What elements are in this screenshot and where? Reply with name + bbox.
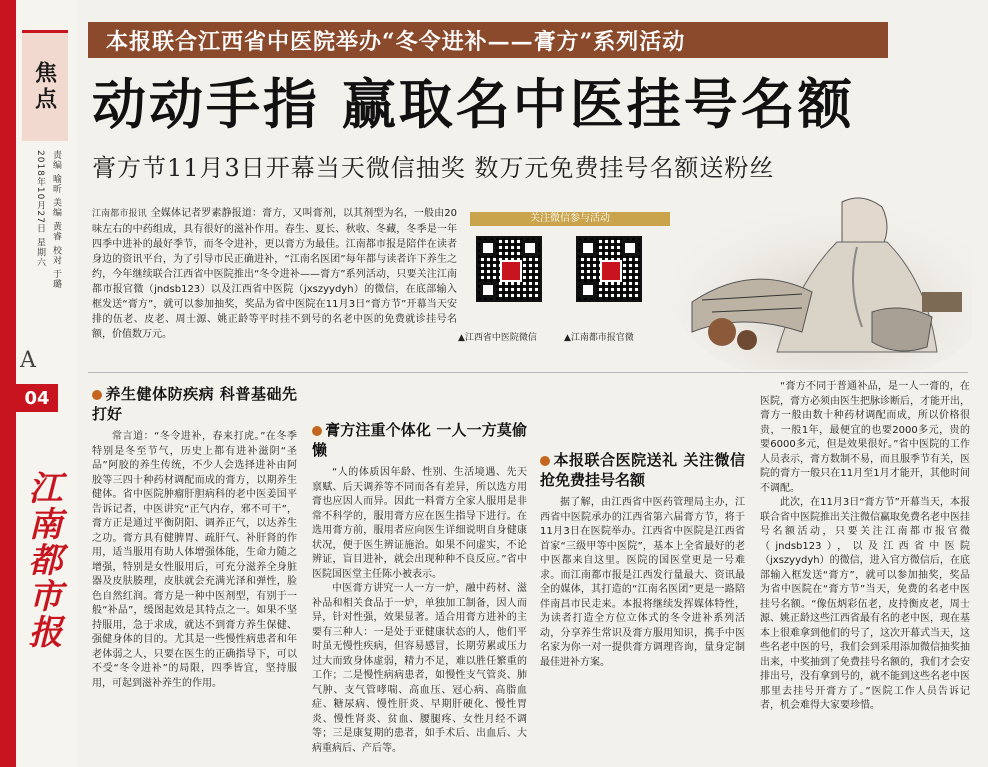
lead-paragraph bbox=[92, 206, 457, 342]
article-paragraph: “膏方不同于普通补品，是一人一膏的，在医院，膏方必须由医生把脉诊断后，才能开出，膏方一般由数十种药材调配而成，所以价格很贵，一般1年，最便宜的也要2000多元，贵的要6000多元，但是效果很好。”省中医院的工作人员表示，膏方数制不易，而且服季节有关，医院的膏方一般只在11月至1月才能开，其他时间不调配。 bbox=[760, 381, 970, 494]
page-number: 04 bbox=[16, 384, 58, 412]
issue-date: 2018年10月27日 星期六 bbox=[35, 150, 45, 268]
section-label-box bbox=[22, 30, 68, 141]
qr-code-icon[interactable] bbox=[576, 236, 642, 302]
qr-finder-icon bbox=[580, 282, 596, 298]
qr-finder-icon bbox=[580, 240, 596, 256]
qr-finder-icon bbox=[480, 282, 496, 298]
editor-credits: 责编 喻昕 美编 黄睿 校对 于璐 bbox=[51, 150, 61, 290]
main-headline: 动动手指 赢取名中医挂号名额 bbox=[92, 73, 855, 136]
article-column-1 bbox=[92, 380, 297, 691]
table-edge bbox=[922, 292, 962, 312]
medicine-jar bbox=[872, 308, 932, 351]
dot-bullet-icon bbox=[540, 456, 550, 466]
herb-bowl bbox=[737, 330, 757, 350]
herb-bowl bbox=[708, 318, 736, 346]
dateline: 江南都市报讯 bbox=[92, 209, 147, 219]
paper-name: 江南都市报 bbox=[22, 470, 62, 650]
dot-bullet-icon bbox=[92, 390, 102, 400]
sub-headline: 膏方节11月3日开幕当天微信抽奖 数万元免费挂号名额送粉丝 bbox=[92, 154, 775, 182]
article-paragraph: 此次，在11月3日“膏方节”开幕当天，本报联合省中医院推出关注微信赢取免费名老中医挂号名额活动，只要关注江南都市报官微（jndsb123），以及江西省中医院（jxszyydyh）的微信，进入官方微信后，在底部输入框发送“膏方”，就可以参加抽奖，奖品为省中医院在“膏方节”当天，免费的名老中医挂号名额。“像伍炳彩伍老，皮持衡皮老，周士源、姚正龄这些江西省最有名的老中医，现在基本上很难拿到他们的号了，这次开幕式当天，这些名老中医的号，我们会到采用添加微信抽奖抽出来，中奖抽到了免费挂号名额的，我们才会安排出号，没有拿到号的，就不能到这些名老中医那里去挂号开膏方了。”医院工作人员告诉记者，机会难得大家要珍惜。 bbox=[760, 497, 970, 711]
section-divider bbox=[88, 372, 968, 373]
qr-caption-paper: ▲江南都市报官微 bbox=[564, 333, 634, 343]
ink-painting-illustration bbox=[672, 182, 972, 370]
lead-text: 全媒体记者罗素静报道：膏方，又叫膏剂，以其剂型为名，一般由20味左右的中药组成，具有很好的滋补作用。春生、夏长、秋收、冬藏，冬季是一年四季中进补的最好季节，而冬令进补，更以膏方为最佳。江南都市报是陪伴在读者身边的资讯平台，为了引导市民正确进补，“江南名医团”每年都与读者许下养生之约，今年继续联合江西省中医院推出“冬令进补——膏方”系列活动，只要关注江南都市报官微（jndsb123）以及江西省中医院（jxszyydyh）的微信，在底部输入框发送“膏方”，就可以参加抽奖，奖品为省中医院在11月3日“膏方节”开幕当天安排的伍老、皮老、周士源、姚正龄等平时挂不到号的名老中医的免费就诊挂号名额，价值数万元。 bbox=[92, 208, 457, 340]
article-paragraph: 中医膏方讲究一人一方一炉，融中药材、滋补品和相关食品于一炉，单独加工制备，因人而异，针对性强，效果显著。适合用膏方进补的主要有三种人：一是处于亚健康状态的人，他们平时虽无慢性疾病，但容易感冒，长期劳累或压力过大而致身体虚弱，精力不足，难以胜任繁重的工作；二是慢性病病患者，如慢性支气管炎、肺气肿、支气管哮喘、高血压、冠心病、高脂血症、糖尿病、慢性肝炎、早期肝硬化、慢性胃炎、慢性肾炎、贫血、腰腿疼、女性月经不调等；三是康复期的患者，如手术后、出血后、大病重病后、产后等。 bbox=[312, 583, 527, 754]
left-red-bar bbox=[0, 0, 16, 767]
article-column-3 bbox=[540, 380, 745, 670]
article-paragraph: “人的体质因年龄、性别、生活境遇、先天禀赋、后天调养等不同而各有差异，所以选方用膏也应因人而异。因此一料膏方全家人服用是非常不科学的，服用膏方应在医生指导下进行。在选用膏方前，服用者应向医生详细说明自身健康状况，便于医生辨证施治。如果不问虚实，不论辨证，盲目进补，就会出现种种不良反应。”省中医院国医堂主任陈小被表示。 bbox=[312, 467, 527, 580]
qr-finder-icon bbox=[622, 240, 638, 256]
paper-logo-icon bbox=[600, 260, 622, 282]
article-paragraph: 常言道：“冬令进补，春来打虎。”在冬季特别是冬至节气，历史上都有进补滋阴“圣品”阿胶的养生传统，不少人会选择进补由阿胶等三四十种药材调配而成的膏方，以期养生健体。省中医院肿瘤肝胆病科的老中医姜国平告诉记者，中医讲究“正气内存，邪不可干”，膏方正是通过平衡阴阳、调养正气，以达养生之功。膏方具有健脾胃、疏肝气、补肝肾的作用，适当服用有助人体增强体能，生命力随之增强，特别是女性服用后，可充分滋养全身脏器及皮肤腠理，皮肤就会充满光泽和弹性，脸色自然红润。膏方是一种中医剂型，有别于一般“补品”，缓图起效是其特点之一。如果不坚持服用，急于求成，就达不到膏方养生保健、强健身体的目的。尤其是一些慢性病患者和年老体弱之人，只要在医生的正确指导下，可以不受“冬令进补”的局限，四季皆宜，坚持服用，可起到滋补养生的作用。 bbox=[92, 431, 297, 689]
article-column-4 bbox=[760, 380, 970, 714]
section-heading-1: 养生健体防疾病 科普基础先打好 bbox=[92, 385, 297, 423]
qr-finder-icon bbox=[480, 240, 496, 256]
section-label: 焦点 bbox=[31, 61, 58, 113]
dot-bullet-icon bbox=[312, 426, 322, 436]
section-heading-3: 本报联合医院送礼 关注微信抢免费挂号名额 bbox=[540, 451, 745, 489]
section-heading-2: 膏方注重个体化 一人一方莫偷懒 bbox=[312, 421, 527, 459]
wechat-bar: 关注微信参与活动 bbox=[470, 212, 670, 226]
qr-caption-hospital: ▲江西省中医院微信 bbox=[458, 333, 537, 343]
qr-code-icon[interactable] bbox=[476, 236, 542, 302]
article-column-2 bbox=[312, 380, 527, 756]
qr-finder-icon bbox=[522, 240, 538, 256]
kicker-headline: 本报联合江西省中医院举办“冬令进补——膏方”系列活动 bbox=[88, 22, 888, 58]
article-paragraph: 据了解，由江西省中医药管理局主办，江西省中医院承办的江西省第六届膏方节，将于11月3日在医院举办。江西省中医院是江西省首家“三级甲等中医院”，基本上全省最好的老中医都来自这里。医院的国医堂更是一号难求。而江南都市报是江西发行量最大、资讯最全的媒体，其打造的“江南名医团”更是一路陪伴南昌市民走来。本报将继续发挥媒体特性，为读者打造全方位立体式的冬令进补系列活动，分享养生常识及膏方服用知识，携手中医名家为你一对一提供膏方调理咨询，量身定制最佳进补方案。 bbox=[540, 497, 745, 668]
hospital-logo-icon bbox=[500, 260, 522, 282]
page-letter: A bbox=[20, 348, 36, 373]
